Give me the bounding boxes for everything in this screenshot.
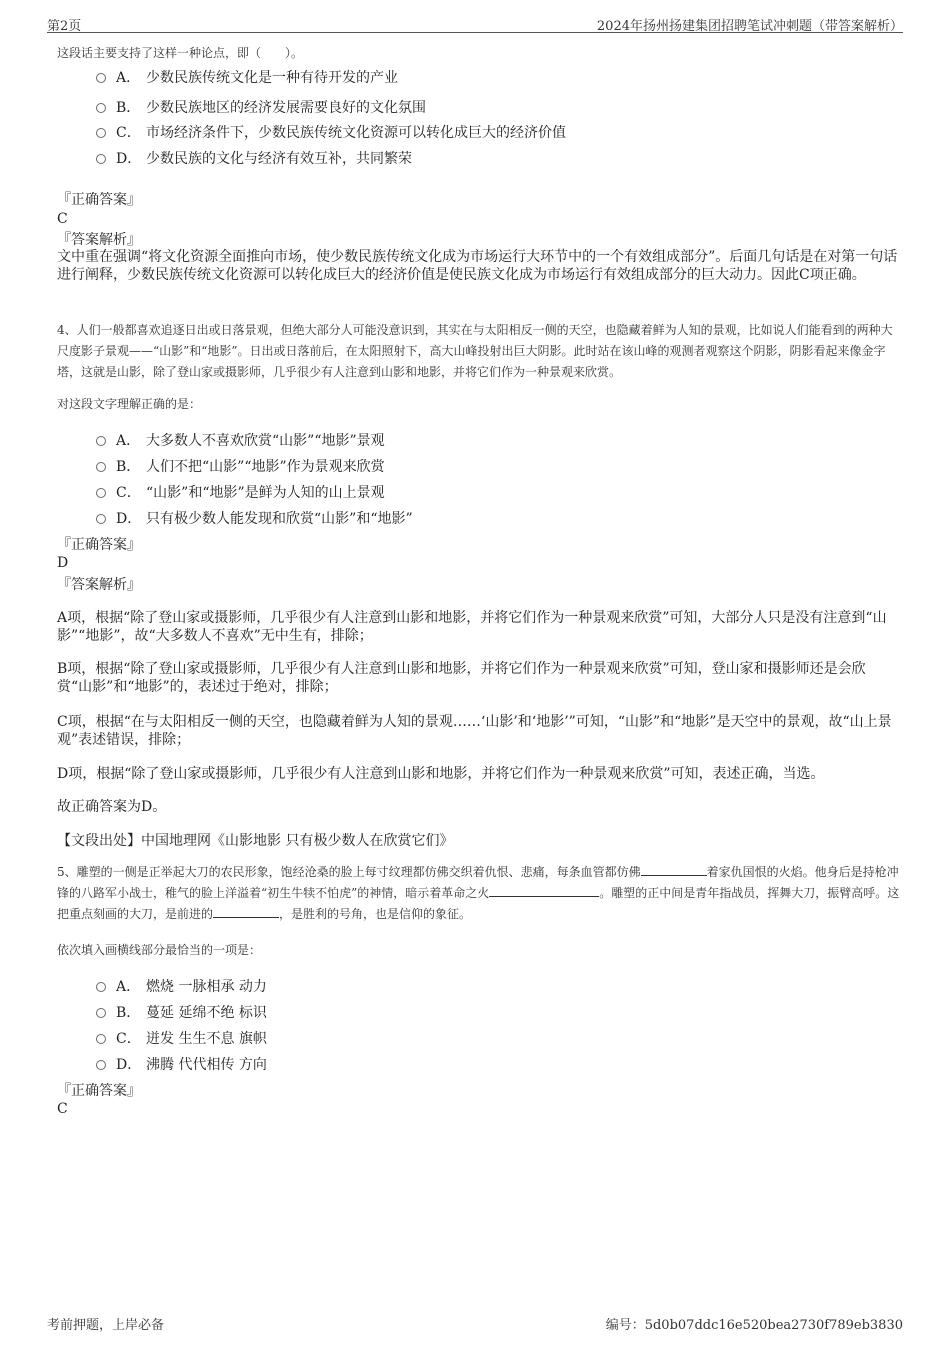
q5-answer: C (57, 1101, 68, 1117)
q5-option-d[interactable]: D． 沸腾 代代相传 方向 (96, 1054, 267, 1074)
q3-option-d[interactable]: D． 少数民族的文化与经济有效互补，共同繁荣 (96, 148, 412, 168)
page-header (47, 14, 903, 33)
q4-option-a[interactable]: A． 大多数人不喜欢欣赏“山影”“地影”景观 (96, 430, 385, 450)
radio-icon[interactable] (96, 488, 106, 498)
radio-icon[interactable] (96, 128, 106, 138)
fill-blank-1[interactable] (641, 862, 707, 876)
q4-analysis-b: B项，根据“除了登山家或摄影师，几乎很少有人注意到山影和地影，并将它们作为一种景观来欣赏”可知，登山家和摄影师还是会欣赏“山影”和“地影”的，表述过于绝对，排除； (57, 661, 866, 695)
radio-icon[interactable] (96, 1008, 106, 1018)
q4-analysis-c: C项，根据“在与太阳相反一侧的天空，也隐藏着鲜为人知的景观……‘山影’和‘地影’”可知，“山影”和“地影”是天空中的景观，故“山上景观”表述错误，排除； (57, 714, 892, 748)
footer-slogan: 考前押题，上岸必备 (47, 1318, 165, 1333)
radio-icon[interactable] (96, 462, 106, 472)
q4-answer: D (57, 555, 69, 571)
document-title: 2024年扬州扬建集团招聘笔试冲刺题（带答案解析） (596, 19, 903, 34)
radio-icon[interactable] (96, 154, 106, 164)
q5-question: 依次填入画横线部分最恰当的一项是： (57, 943, 262, 957)
q4-answer-label: 『正确答案』 (57, 537, 141, 553)
q5-passage: 5、雕塑的一侧是正举起大刀的农民形象，饱经沧桑的脸上每寸纹理都仿佛交织着仇恨、悲痛，每条血管都仿佛 着家仇国恨的火焰。他身后是持枪冲锋的八路军小战士，稚气的脸上洋溢着“初生牛犊不怕虎”的神情，暗示着革命之火 。雕塑的正中间是青年指战员，挥舞大刀，振臂高呼。这把重点刻画的大刀，是前进的 ，是胜利的号角，也是信仰的象征。 (57, 862, 900, 925)
q4-option-d[interactable]: D． 只有极少数人能发现和欣赏“山影”和“地影” (96, 508, 413, 528)
radio-icon[interactable] (96, 514, 106, 524)
q4-analysis-d: D项，根据“除了登山家或摄影师，几乎很少有人注意到山影和地影，并将它们作为一种景观来欣赏”可知，表述正确，当选。 (57, 766, 825, 782)
q4-question: 对这段文字理解正确的是： (57, 397, 202, 411)
q3-stem: 这段话主要支持了这样一种论点，即（ ）。 (57, 46, 304, 60)
fill-blank-3[interactable] (213, 904, 279, 918)
q4-option-c[interactable]: C． “山影”和“地影”是鲜为人知的山上景观 (96, 482, 385, 502)
q3-analysis-label: 『答案解析』 (57, 232, 141, 248)
q5-option-b[interactable]: B． 蔓延 延绵不绝 标识 (96, 1002, 267, 1022)
q3-answer-label: 『正确答案』 (57, 192, 141, 208)
q4-analysis-label: 『答案解析』 (57, 577, 141, 593)
radio-icon[interactable] (96, 1034, 106, 1044)
q5-answer-label: 『正确答案』 (57, 1083, 141, 1099)
document-code: 编号：5d0b07ddc16e520bea2730f789eb3830 (605, 1318, 903, 1333)
q4-option-b[interactable]: B． 人们不把“山影”“地影”作为景观来欣赏 (96, 456, 385, 476)
q5-option-a[interactable]: A． 燃烧 一脉相承 动力 (96, 976, 267, 996)
q4-conclusion: 故正确答案为D。 (57, 799, 167, 815)
q3-option-a[interactable]: A． 少数民族传统文化是一种有待开发的产业 (96, 67, 398, 87)
radio-icon[interactable] (96, 1060, 106, 1070)
q4-passage: 4、人们一般都喜欢追逐日出或日落景观，但绝大部分人可能没意识到，其实在与太阳相反一侧的天空，也隐藏着鲜为人知的景观，比如说人们能看到的两种大尺度影子景观——“山影”和“地影”。日出或日落前后，在太阳照射下，高大山峰投射出巨大阴影。此时站在该山峰的观测者观察这个阴影，阴影看起来像金字塔，这就是山影，除了登山家或摄影师，几乎很少有人注意到山影和地影，并将它们作为一种景观来欣赏。 (57, 323, 893, 379)
q3-option-b[interactable]: B． 少数民族地区的经济发展需要良好的文化氛围 (96, 97, 426, 117)
radio-icon[interactable] (96, 103, 106, 113)
radio-icon[interactable] (96, 982, 106, 992)
page-number: 第2页 (47, 19, 82, 34)
q3-option-c[interactable]: C． 市场经济条件下，少数民族传统文化资源可以转化成巨大的经济价值 (96, 122, 566, 142)
radio-icon[interactable] (96, 73, 106, 83)
q4-source: 【文段出处】中国地理网《山影地影 只有极少数人在欣赏它们》 (57, 833, 454, 849)
q3-analysis: 文中重在强调“将文化资源全面推向市场，使少数民族传统文化成为市场运行大环节中的一个有效组成部分”。后面几句话是在对第一句话进行阐释，少数民族传统文化资源可以转化成巨大的经济价值是使民族文化成为市场运行有效组成部分的巨大动力。因此C项正确。 (57, 249, 898, 283)
q5-option-c[interactable]: C． 迸发 生生不息 旗帜 (96, 1028, 267, 1048)
fill-blank-2[interactable] (489, 883, 599, 897)
q3-answer: C (57, 211, 68, 227)
radio-icon[interactable] (96, 436, 106, 446)
q4-analysis-a: A项，根据“除了登山家或摄影师，几乎很少有人注意到山影和地影，并将它们作为一种景观来欣赏”可知，大部分人只是没有注意到“山影”“地影”，故“大多数人不喜欢”无中生有，排除； (57, 610, 887, 644)
